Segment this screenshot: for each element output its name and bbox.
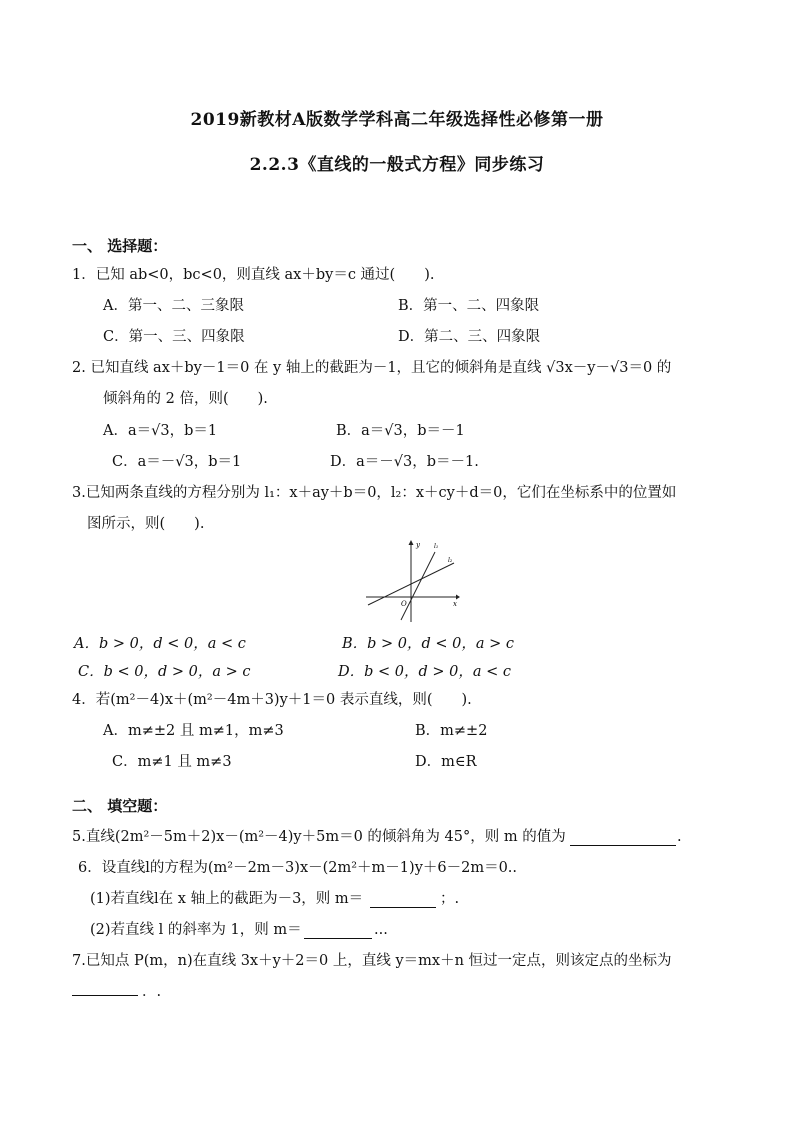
question-6-sub1-answer-blank[interactable]: [370, 907, 436, 908]
question-3-coordinate-figure: [364, 538, 460, 624]
question-6-sub2: (2)若直线 l 的斜率为 1，则 m＝: [90, 922, 302, 938]
question-2-stem-line2: 倾斜角的 2 倍，则( ).: [103, 391, 268, 407]
question-6-sub1: (1)若直线l在 x 轴上的截距为－3，则 m＝: [90, 891, 364, 907]
question-4-option-b: B．m≠±2: [415, 723, 488, 739]
origin-label: O: [401, 600, 407, 608]
question-1-option-b: B．第一、二、四象限: [398, 298, 540, 314]
question-4-option-a: A．m≠±2 且 m≠1，m≠3: [103, 723, 284, 739]
question-2-option-d: D．a＝－√3，b＝－1.: [330, 454, 479, 470]
question-2-option-a: A．a＝√3，b＝1: [103, 423, 218, 439]
question-5-answer-blank[interactable]: [570, 845, 676, 846]
question-1-option-d: D．第二、三、四象限: [398, 329, 541, 345]
question-2-stem-line1: 2. 已知直线 ax＋by－1＝0 在 y 轴上的截距为－1，且它的倾斜角是直线 √3x－y－√3＝0 的: [72, 360, 672, 376]
question-7-tail: ．.: [142, 984, 162, 1000]
question-1-stem: 1．已知 ab<0，bc<0，则直线 ax＋by＝c 通过( ).: [72, 267, 435, 283]
x-axis-label: x: [453, 600, 457, 608]
question-6-sub2-tail: ...: [374, 922, 388, 938]
section-heading-choice: 一、 选择题：: [72, 237, 168, 255]
question-5-tail: .: [677, 829, 682, 845]
question-6-sub1-tail: ；.: [440, 891, 460, 907]
question-3-stem-line2: 图所示，则( ).: [87, 516, 205, 532]
question-1-option-c: C．第一、三、四象限: [103, 329, 245, 345]
question-7-stem-line1: 7.已知点 P(m，n)在直线 3x＋y＋2＝0 上，直线 y＝mx＋n 恒过一定点，则该定点的坐标为: [72, 953, 672, 969]
y-axis-label: y: [416, 541, 420, 549]
question-4-option-c: C．m≠1 且 m≠3: [112, 754, 232, 770]
section-heading-fill: 二、 填空题：: [72, 797, 168, 815]
question-4-stem: 4．若(m²－4)x＋(m²－4m＋3)y＋1＝0 表示直线，则( ).: [72, 692, 472, 708]
question-3-option-c: C．b < 0，d > 0，a > c: [78, 664, 251, 680]
l1-label: l₁: [434, 543, 439, 550]
question-2-option-b: B．a＝√3，b＝－1: [336, 423, 465, 439]
question-7-answer-blank[interactable]: [72, 995, 138, 996]
question-5-stem: 5.直线(2m²－5m＋2)x－(m²－4)y＋5m＝0 的倾斜角为 45°，则 m 的值为: [72, 829, 566, 845]
y-axis-arrow: [409, 540, 414, 545]
x-axis-arrow: [456, 595, 460, 600]
document-title: 2019新教材A版数学学科高二年级选择性必修第一册: [190, 110, 604, 130]
l2-label: l₂: [448, 557, 453, 564]
question-3-stem-line1: 3.已知两条直线的方程分别为 l₁：x＋ay＋b＝0，l₂：x＋cy＋d＝0，它们在坐标系中的位置如: [72, 485, 677, 501]
question-3-option-a: A．b > 0，d < 0，a < c: [74, 636, 246, 652]
question-6-stem: 6．设直线l的方程为(m²－2m－3)x－(2m²＋m－1)y＋6－2m＝0..: [78, 860, 518, 876]
document-subtitle: 2.2.3《直线的一般式方程》同步练习: [249, 155, 545, 175]
question-1-option-a: A．第一、二、三象限: [103, 298, 244, 314]
question-4-option-d: D．m∈R: [415, 754, 477, 770]
question-6-sub2-answer-blank[interactable]: [304, 938, 372, 939]
question-3-option-d: D．b < 0，d > 0，a < c: [338, 664, 512, 680]
question-3-option-b: B．b > 0，d < 0，a > c: [342, 636, 515, 652]
question-2-option-c: C．a＝－√3，b＝1: [112, 454, 242, 470]
